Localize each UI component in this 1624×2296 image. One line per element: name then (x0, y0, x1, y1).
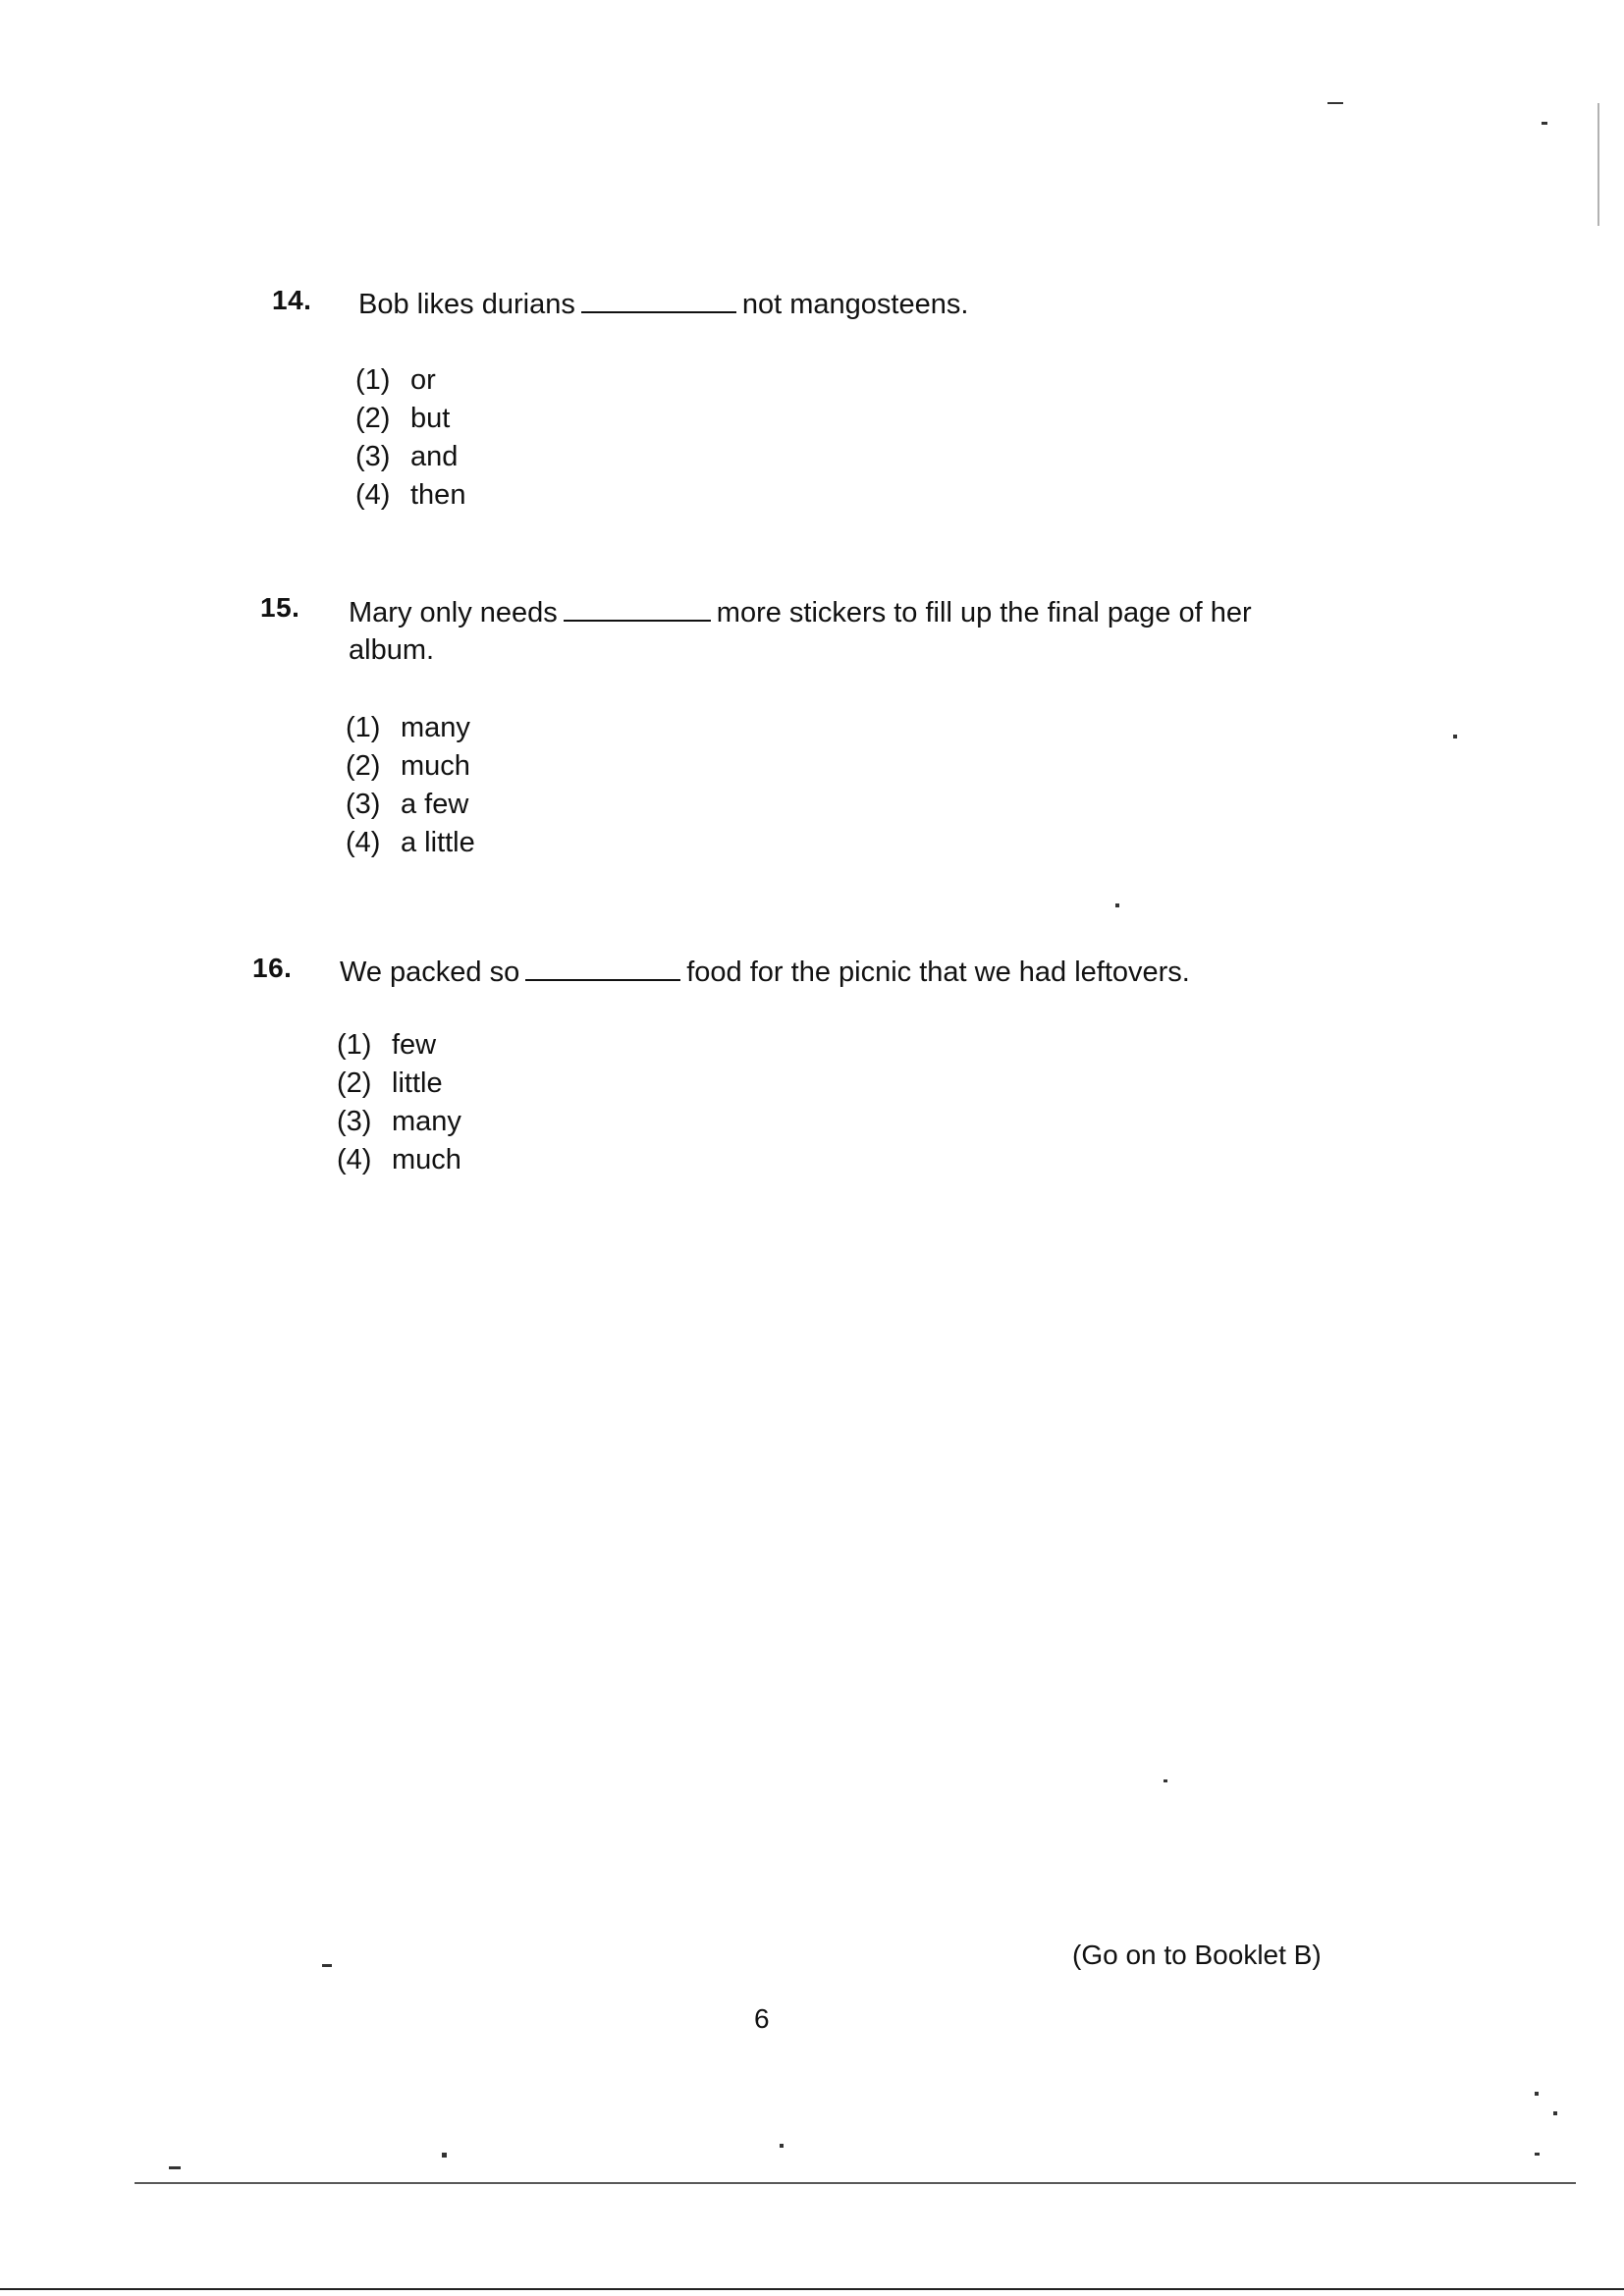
option-number: (2) (355, 403, 391, 434)
option-item[interactable] (337, 1065, 461, 1103)
option-text: then (410, 479, 466, 511)
scan-speck (1535, 2092, 1539, 2096)
question-stem (340, 955, 1190, 990)
question-stem-line2: album. (349, 634, 435, 666)
option-item[interactable] (346, 709, 475, 747)
page-edge-line (0, 2288, 1624, 2290)
option-number: (1) (346, 712, 381, 743)
option-list (355, 361, 465, 515)
answer-blank (581, 290, 736, 313)
stem-after: more stickers to fill up the final page of her (716, 597, 1252, 629)
scan-speck (1553, 2111, 1557, 2115)
scan-speck (1327, 102, 1343, 104)
option-text: and (410, 441, 459, 472)
answer-blank (564, 598, 711, 622)
option-item[interactable] (355, 438, 465, 476)
option-text: much (401, 750, 470, 782)
option-item[interactable] (337, 1103, 461, 1141)
option-number: (1) (355, 364, 391, 396)
margin-mark (1597, 103, 1599, 226)
option-text: but (410, 403, 451, 434)
scan-speck (442, 2153, 447, 2158)
option-text: or (410, 364, 436, 396)
stem-after: food for the picnic that we had leftovers. (686, 957, 1190, 988)
option-item[interactable] (355, 361, 465, 400)
option-item[interactable] (355, 476, 465, 515)
option-item[interactable] (346, 786, 475, 824)
scan-speck (322, 1964, 332, 1967)
question-stem (358, 287, 968, 322)
stem-before: We packed so (340, 957, 520, 988)
option-text: much (392, 1144, 461, 1175)
scan-speck (169, 2166, 181, 2169)
scan-speck (780, 2144, 784, 2148)
option-list (337, 1026, 461, 1179)
option-number: (3) (337, 1106, 372, 1137)
option-number: (4) (337, 1144, 372, 1175)
option-item[interactable] (337, 1141, 461, 1179)
scan-speck (1115, 903, 1119, 907)
stem-before: Bob likes durians (358, 289, 575, 320)
scan-speck (1542, 122, 1547, 125)
option-number: (3) (346, 789, 381, 820)
option-item[interactable] (346, 824, 475, 862)
question-number: 14. (272, 285, 312, 315)
question-number: 15. (260, 592, 300, 623)
bottom-rule (135, 2182, 1576, 2184)
scan-speck (1164, 1779, 1167, 1782)
option-item[interactable] (337, 1026, 461, 1065)
option-number: (2) (346, 750, 381, 782)
option-text: few (392, 1029, 437, 1061)
option-number: (2) (337, 1067, 372, 1099)
scan-speck (1535, 2153, 1540, 2156)
scan-speck (1453, 735, 1457, 738)
option-text: a little (401, 827, 475, 858)
page-number: 6 (754, 2003, 770, 2034)
option-text: a few (401, 789, 469, 820)
answer-blank (525, 957, 680, 981)
option-item[interactable] (355, 400, 465, 438)
go-on-instruction: (Go on to Booklet B) (1072, 1940, 1322, 1970)
option-number: (4) (355, 479, 391, 511)
question-number: 16. (252, 953, 293, 983)
option-number: (4) (346, 827, 381, 858)
stem-before: Mary only needs (349, 597, 558, 629)
option-text: many (401, 712, 470, 743)
option-item[interactable] (346, 747, 475, 786)
question-stem (349, 595, 1252, 630)
stem-after: not mangosteens. (741, 289, 969, 320)
option-number: (3) (355, 441, 391, 472)
option-text: little (392, 1067, 443, 1099)
option-text: many (392, 1106, 461, 1137)
option-list (346, 709, 475, 862)
option-number: (1) (337, 1029, 372, 1061)
